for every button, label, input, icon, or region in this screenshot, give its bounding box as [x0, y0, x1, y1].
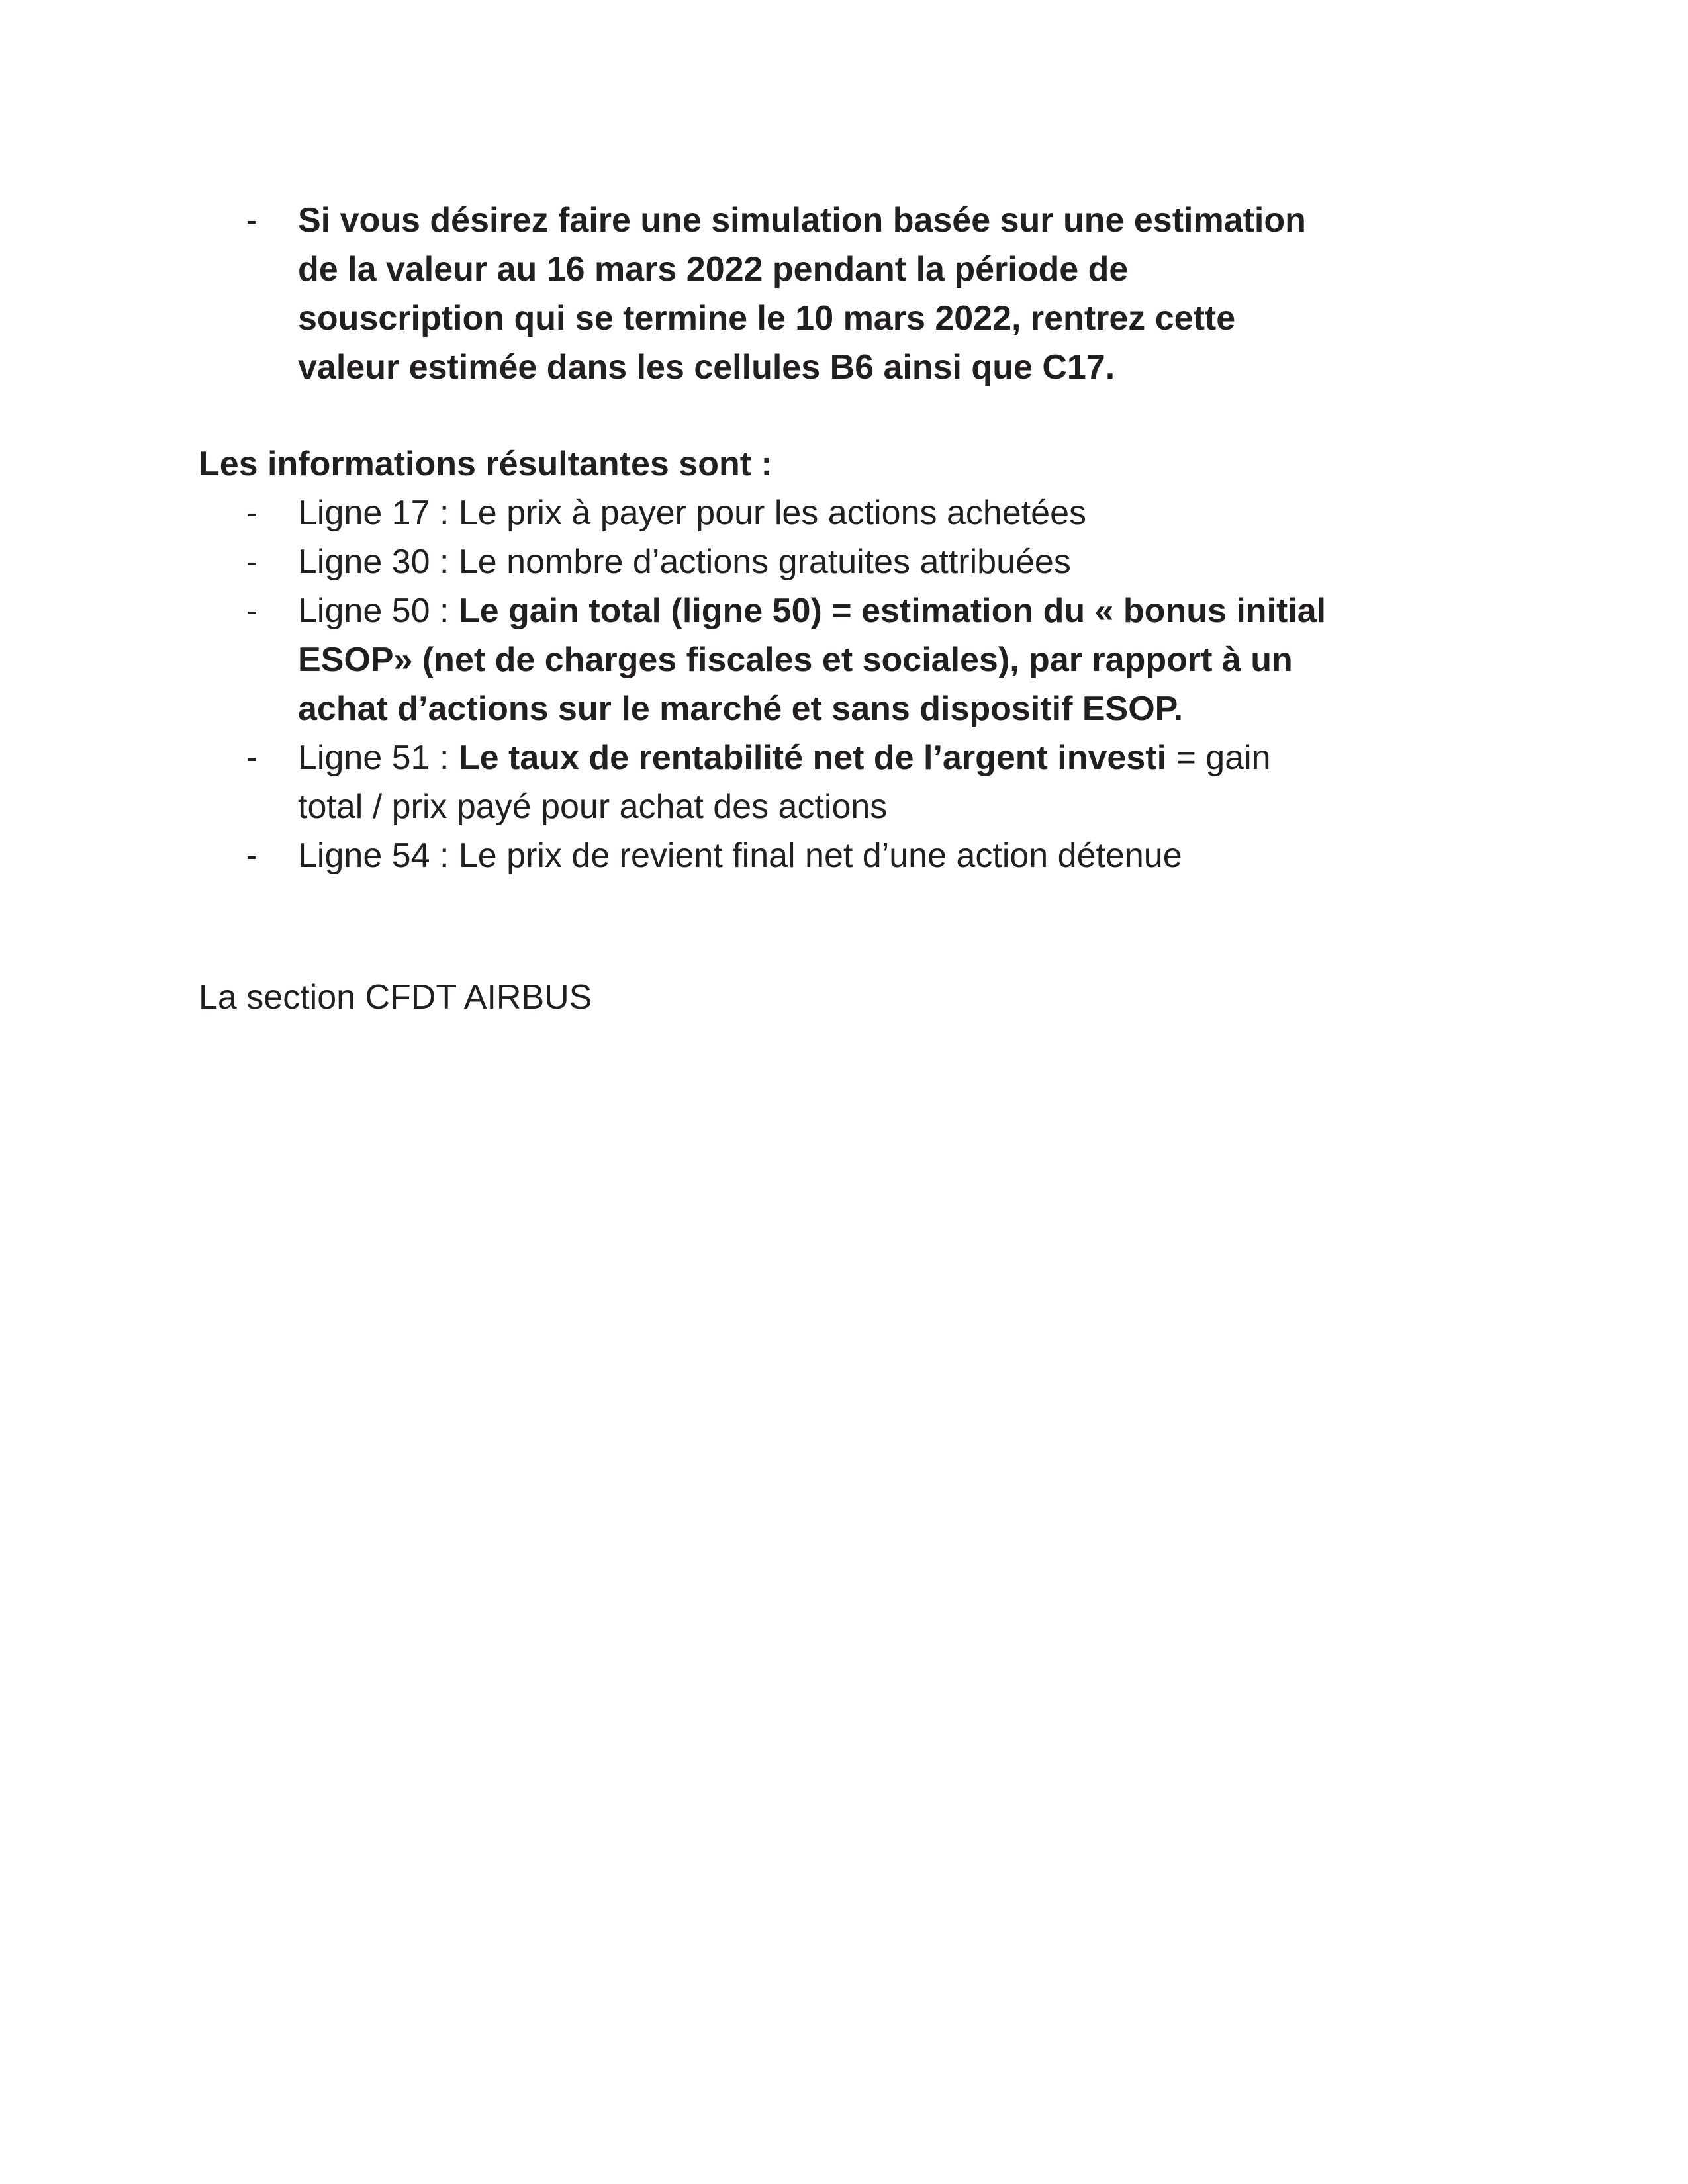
item-text: = gain: [1166, 739, 1271, 777]
item-bold-text-line-3: achat d’actions sur le marché et sans dispositif ESOP.: [298, 690, 1184, 728]
line-ref: Ligne 54 :: [298, 837, 459, 875]
list-item: [0, 537, 1688, 586]
list-item: [0, 586, 1688, 733]
item-text: Le prix à payer pour les actions achetées: [458, 494, 1086, 532]
list-item: [0, 831, 1688, 880]
bullet-dash: -: [246, 494, 258, 532]
line-ref: Ligne 30 :: [298, 543, 459, 581]
item-text-line-2: total / prix payé pour achat des actions: [298, 788, 888, 826]
item-text: Le prix de revient final net d’une action détenue: [458, 837, 1182, 875]
list-item: [0, 733, 1688, 831]
item-bold-text: Le gain total (ligne 50) = estimation du « bonus initial: [458, 592, 1327, 630]
intro-line-4: valeur estimée dans les cellules B6 ainsi que C17.: [298, 348, 1115, 387]
intro-bullet: [0, 196, 1688, 392]
item-bold-text-line-2: ESOP» (net de charges fiscales et sociales), par rapport à un: [298, 641, 1293, 679]
signature: La section CFDT AIRBUS: [199, 978, 592, 1017]
intro-line-2: de la valeur au 16 mars 2022 pendant la période de: [298, 250, 1129, 289]
line-ref: Ligne 17 :: [298, 494, 459, 532]
intro-line-1: Si vous désirez faire une simulation basée sur une estimation: [298, 201, 1306, 240]
item-text: Le nombre d’actions gratuites attribuées: [458, 543, 1071, 581]
bullet-dash: -: [246, 201, 258, 240]
bullet-dash: -: [246, 592, 258, 630]
bullet-dash: -: [246, 739, 258, 777]
line-ref: Ligne 50 :: [298, 592, 459, 630]
section-heading: Les informations résultantes sont :: [199, 445, 773, 483]
results-list: [0, 488, 1688, 880]
bullet-dash: -: [246, 543, 258, 581]
line-ref: Ligne 51 :: [298, 739, 459, 777]
bullet-dash: -: [246, 837, 258, 875]
item-bold-text: Le taux de rentabilité net de l’argent investi: [458, 739, 1167, 777]
list-item: [0, 488, 1688, 537]
intro-line-3: souscription qui se termine le 10 mars 2022, rentrez cette: [298, 299, 1236, 338]
